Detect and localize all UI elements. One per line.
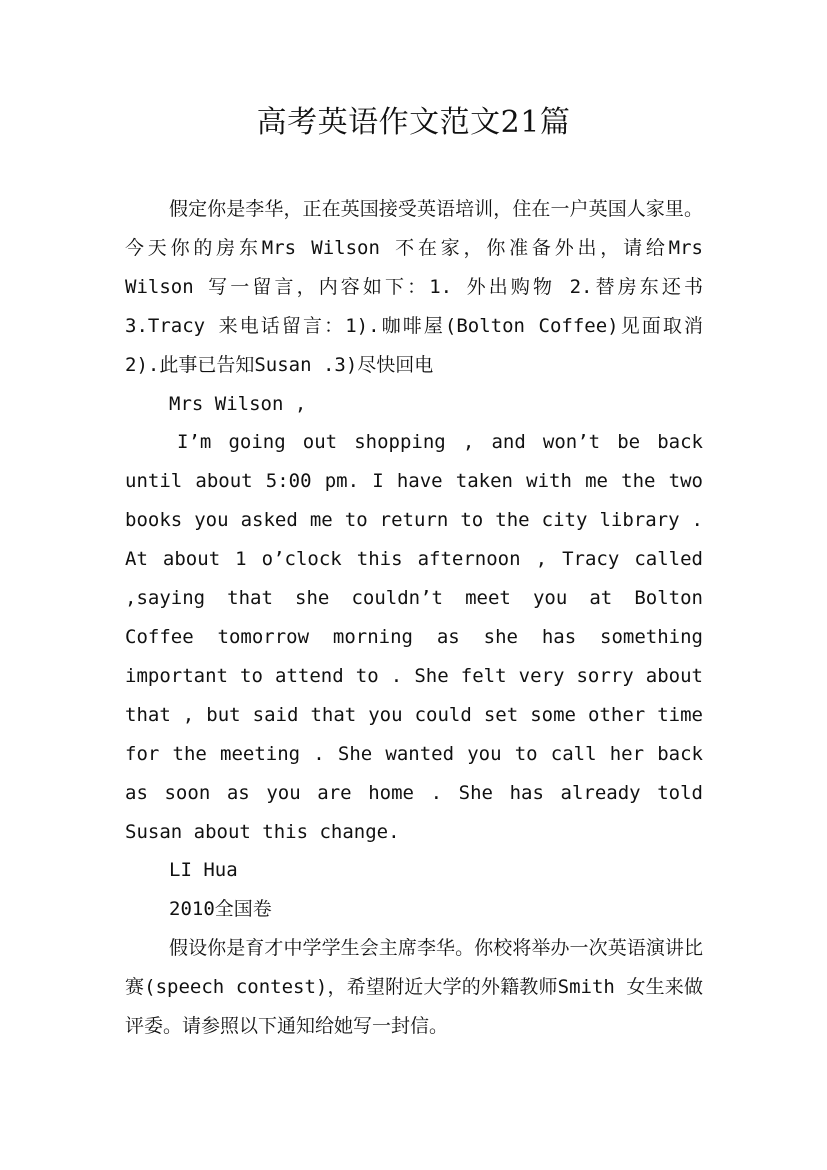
letter-signature: LI Hua — [169, 859, 238, 882]
writing-prompt-2: 假设你是育才中学学生会主席李华。你校将举办一次英语演讲比赛(speech contest)，希望附近大学的外籍教师Smith 女生来做评委。请参照以下通知给她写一封信。 — [125, 937, 703, 1038]
letter-salutation: Mrs Wilson , — [169, 392, 307, 415]
letter-body: I’m going out shopping , and won’t be back until about 5:00 pm. I have taken with me the two books you asked me to return to the city library . At about 1 o’clock this afternoon , Tracy called ,saying that she couldn’t meet you at Bolton Coffee tomorrow morning as she has something important to attend to . She felt very sorry about that , but said that you could set some other time for the meeting . She wanted you to call her back as soon as you are home . She has already told Susan about this change. — [125, 431, 703, 843]
writing-prompt-1: 假定你是李华，正在英国接受英语培训，住在一户英国人家里。今天你的房东Mrs Wilson 不在家，你准备外出，请给Mrs Wilson 写一留言，内容如下：1. 外出购物 2.替房东还书 3.Tracy 来电话留言：1).咖啡屋(Bolton Coffee)见面取消 2).此事已告知Susan .3)尽快回电 — [125, 198, 703, 376]
exam-label: 2010全国卷 — [169, 898, 272, 921]
document-title: 高考英语作文范文21篇 — [256, 105, 571, 140]
document-body — [125, 190, 703, 1046]
